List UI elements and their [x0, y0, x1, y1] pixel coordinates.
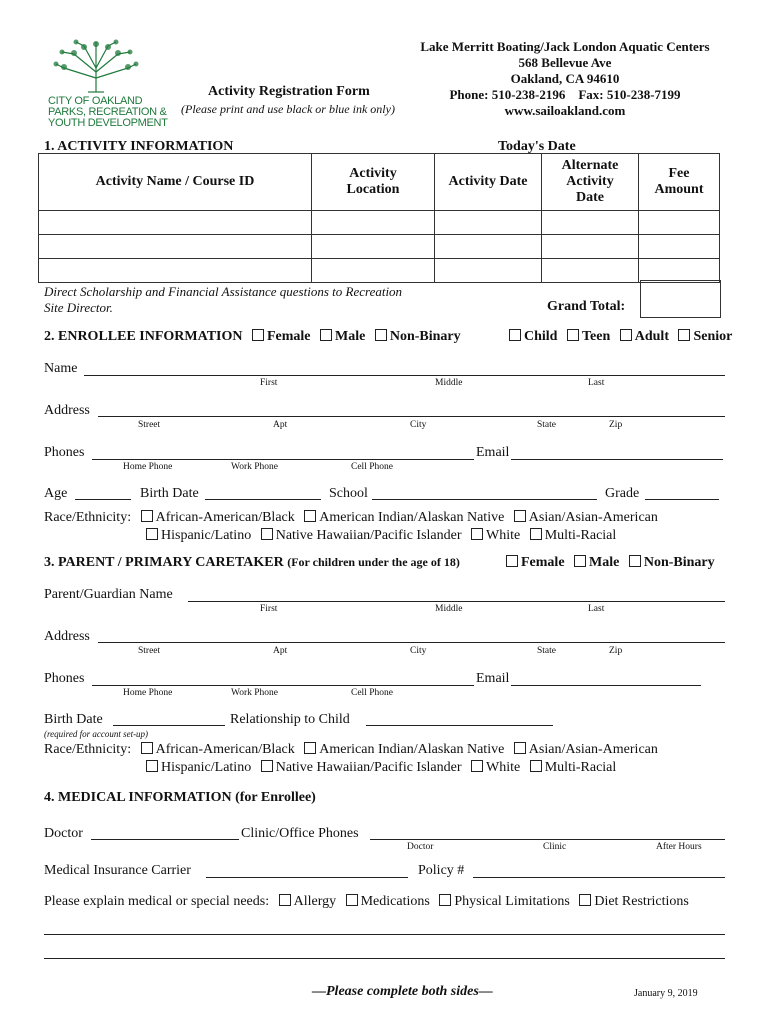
last-sublabel: Last	[588, 378, 605, 388]
special-needs-line-2[interactable]	[44, 958, 725, 959]
senior-label: Senior	[693, 329, 733, 344]
todays-date-label: Today's Date	[498, 139, 576, 154]
enrollee-email-input[interactable]	[511, 459, 723, 460]
birth-required-note: (required for account set-up)	[44, 729, 149, 739]
table-cell[interactable]	[639, 259, 720, 283]
clinic-phones-label: Clinic/Office Phones	[241, 826, 359, 841]
zip-sublabel: Zip	[609, 646, 623, 656]
table-cell[interactable]	[312, 235, 435, 259]
middle-sublabel: Middle	[435, 378, 463, 388]
form-subtitle: (Please print and use black or blue ink only)	[181, 102, 395, 116]
female-label: Female	[521, 555, 565, 570]
table-cell[interactable]	[312, 259, 435, 283]
diet-restrictions-label: Diet Restrictions	[594, 894, 689, 909]
phones-label: Phones	[44, 445, 85, 460]
city-sublabel: City	[410, 420, 427, 430]
age-input[interactable]	[75, 499, 131, 500]
adult-checkbox[interactable]	[620, 329, 632, 341]
first-sublabel: First	[260, 604, 278, 614]
clinic-phones-input[interactable]	[370, 839, 725, 840]
section2-heading: 2. ENROLLEE INFORMATION	[44, 329, 243, 344]
policy-label: Policy #	[418, 863, 465, 878]
teen-label: Teen	[581, 329, 611, 344]
race-checkbox[interactable]	[514, 742, 526, 754]
age-label: Age	[44, 486, 68, 501]
enrollee-phones-input[interactable]	[92, 459, 474, 460]
home-phone-sublabel: Home Phone	[123, 688, 173, 698]
race-option: Asian/Asian-American	[528, 510, 658, 525]
special-needs-label: Please explain medical or special needs:	[44, 894, 270, 909]
physical-limitations-label: Physical Limitations	[454, 894, 570, 909]
race-option: American Indian/Alaskan Native	[319, 742, 505, 757]
street-sublabel: Street	[138, 420, 161, 430]
state-sublabel: State	[537, 420, 556, 430]
table-row	[39, 211, 720, 235]
caretaker-gender-row	[500, 555, 715, 571]
race-option: Hispanic/Latino	[161, 528, 252, 543]
race-checkbox[interactable]	[530, 528, 542, 540]
race-option: Native Hawaiian/Pacific Islander	[275, 760, 462, 775]
guardian-name-input[interactable]	[188, 601, 725, 602]
race-label: Race/Ethnicity:	[44, 510, 132, 525]
logo-city-text: CITY OF OAKLAND	[48, 95, 143, 107]
race-checkbox[interactable]	[471, 760, 483, 772]
org-phones: Phone: 510-238-2196 Fax: 510-238-7199	[449, 87, 681, 102]
race-row-1	[44, 742, 658, 758]
section1-heading: 1. ACTIVITY INFORMATION	[44, 139, 234, 154]
table-cell[interactable]	[435, 211, 542, 235]
senior-checkbox[interactable]	[678, 329, 690, 341]
table-cell[interactable]	[639, 235, 720, 259]
last-sublabel: Last	[588, 604, 605, 614]
relationship-label: Relationship to Child	[230, 712, 350, 727]
male-label: Male	[589, 555, 620, 570]
section3-heading: 3. PARENT / PRIMARY CARETAKER	[44, 555, 284, 570]
apt-sublabel: Apt	[273, 420, 288, 430]
race-checkbox[interactable]	[261, 528, 273, 540]
race-option: American Indian/Alaskan Native	[319, 510, 505, 525]
table-cell[interactable]	[542, 259, 639, 283]
nonbinary-checkbox[interactable]	[629, 555, 641, 567]
race-row-2	[140, 760, 616, 776]
form-title: Activity Registration Form	[208, 84, 370, 99]
race-checkbox[interactable]	[304, 742, 316, 754]
race-checkbox[interactable]	[261, 760, 273, 772]
table-cell[interactable]	[542, 211, 639, 235]
section4-heading: 4. MEDICAL INFORMATION (for Enrollee)	[44, 790, 316, 805]
section2-heading-row	[44, 329, 461, 345]
table-cell[interactable]	[39, 235, 312, 259]
table-row	[39, 259, 720, 283]
section3-heading-note: (For children under the age of 18)	[287, 555, 460, 569]
doctor-input[interactable]	[91, 839, 239, 840]
race-option: White	[486, 528, 521, 543]
table-header-row	[39, 154, 720, 211]
race-checkbox[interactable]	[514, 510, 526, 522]
grand-total-label: Grand Total:	[547, 299, 626, 314]
oak-tree-icon	[44, 38, 148, 94]
insurance-label: Medical Insurance Carrier	[44, 863, 191, 878]
race-option: White	[486, 760, 521, 775]
table-cell[interactable]	[542, 235, 639, 259]
grand-total-field[interactable]	[640, 280, 721, 318]
table-row	[39, 235, 720, 259]
name-label: Name	[44, 361, 78, 376]
logo-dept-text-2: YOUTH DEVELOPMENT	[48, 117, 168, 129]
activity-table	[38, 153, 720, 283]
cell-phone-sublabel: Cell Phone	[351, 688, 393, 698]
org-street: 568 Bellevue Ave	[518, 55, 612, 70]
enrollee-name-input[interactable]	[84, 375, 725, 376]
address-label: Address	[44, 403, 90, 418]
cell-phone-sublabel: Cell Phone	[351, 462, 393, 472]
race-option: African-American/Black	[155, 742, 295, 757]
race-option: Hispanic/Latino	[161, 760, 252, 775]
org-website: www.sailoakland.com	[504, 103, 626, 118]
grade-input[interactable]	[645, 499, 719, 500]
section3-heading-row	[44, 555, 460, 571]
race-row-2	[140, 528, 616, 544]
table-cell[interactable]	[39, 211, 312, 235]
medications-label: Medications	[360, 894, 430, 909]
apt-sublabel: Apt	[273, 646, 288, 656]
col-alternate-date: Alternate Activity Date	[542, 154, 639, 211]
guardian-name-label: Parent/Guardian Name	[44, 587, 173, 602]
state-sublabel: State	[537, 646, 556, 656]
policy-input[interactable]	[473, 877, 725, 878]
male-label: Male	[335, 329, 366, 344]
table-cell[interactable]	[435, 235, 542, 259]
race-label: Race/Ethnicity:	[44, 742, 132, 757]
birth-date-input[interactable]	[205, 499, 321, 500]
female-checkbox[interactable]	[252, 329, 264, 341]
special-needs-row	[44, 894, 689, 910]
email-label: Email	[476, 445, 510, 460]
first-sublabel: First	[260, 378, 278, 388]
phones-label: Phones	[44, 671, 85, 686]
race-option: Asian/Asian-American	[528, 742, 658, 757]
nonbinary-checkbox[interactable]	[375, 329, 387, 341]
school-input[interactable]	[372, 499, 597, 500]
scholarship-note: Direct Scholarship and Financial Assistance questions to Recreation Site Director.	[44, 284, 403, 315]
race-option: African-American/Black	[155, 510, 295, 525]
grade-label: Grade	[605, 486, 640, 501]
clinic-sublabel: Clinic	[543, 842, 567, 852]
race-checkbox[interactable]	[471, 528, 483, 540]
male-checkbox[interactable]	[320, 329, 332, 341]
teen-checkbox[interactable]	[567, 329, 579, 341]
age-group-row	[503, 329, 732, 345]
nonbinary-label: Non-Binary	[643, 555, 715, 570]
physical-limitations-checkbox[interactable]	[439, 894, 451, 906]
guardian-birth-label: Birth Date	[44, 712, 103, 727]
street-sublabel: Street	[138, 646, 161, 656]
org-name: Lake Merritt Boating/Jack London Aquatic Centers	[420, 39, 710, 54]
org-city: Oakland, CA 94610	[510, 71, 620, 86]
insurance-input[interactable]	[206, 877, 408, 878]
table-cell[interactable]	[639, 211, 720, 235]
city-sublabel: City	[410, 646, 427, 656]
adult-label: Adult	[634, 329, 669, 344]
race-option: Multi-Racial	[544, 760, 617, 775]
doctor-sublabel: Doctor	[407, 842, 434, 852]
guardian-email-input[interactable]	[511, 685, 701, 686]
birth-date-label: Birth Date	[140, 486, 199, 501]
female-checkbox[interactable]	[506, 555, 518, 567]
allergy-label: Allergy	[293, 894, 337, 909]
footer-date: January 9, 2019	[634, 988, 698, 999]
after-hours-sublabel: After Hours	[656, 842, 702, 852]
race-checkbox[interactable]	[141, 742, 153, 754]
org-address-block	[400, 39, 730, 119]
guardian-phones-input[interactable]	[92, 685, 474, 686]
work-phone-sublabel: Work Phone	[231, 462, 278, 472]
race-checkbox[interactable]	[146, 528, 158, 540]
city-logo	[44, 38, 168, 130]
nonbinary-label: Non-Binary	[389, 329, 461, 344]
home-phone-sublabel: Home Phone	[123, 462, 173, 472]
race-checkbox[interactable]	[304, 510, 316, 522]
child-label: Child	[524, 329, 558, 344]
race-checkbox[interactable]	[530, 760, 542, 772]
logo-dept-text: PARKS, RECREATION &	[48, 106, 167, 118]
footer-note: —Please complete both sides—	[312, 984, 493, 999]
male-checkbox[interactable]	[574, 555, 586, 567]
table-cell[interactable]	[312, 211, 435, 235]
medications-checkbox[interactable]	[346, 894, 358, 906]
child-checkbox[interactable]	[509, 329, 521, 341]
doctor-label: Doctor	[44, 826, 83, 841]
race-option: Native Hawaiian/Pacific Islander	[275, 528, 462, 543]
race-option: Multi-Racial	[544, 528, 617, 543]
table-cell[interactable]	[39, 259, 312, 283]
school-label: School	[329, 486, 368, 501]
work-phone-sublabel: Work Phone	[231, 688, 278, 698]
diet-restrictions-checkbox[interactable]	[579, 894, 591, 906]
zip-sublabel: Zip	[609, 420, 623, 430]
email-label: Email	[476, 671, 510, 686]
race-checkbox[interactable]	[141, 510, 153, 522]
col-activity-location: Activity Location	[312, 154, 435, 211]
col-activity-date: Activity Date	[435, 154, 542, 211]
race-row-1	[44, 510, 658, 526]
guardian-address-input[interactable]	[98, 642, 725, 643]
female-label: Female	[266, 329, 311, 344]
race-checkbox[interactable]	[146, 760, 158, 772]
col-fee-amount: Fee Amount	[639, 154, 720, 211]
table-cell[interactable]	[435, 259, 542, 283]
allergy-checkbox[interactable]	[279, 894, 291, 906]
enrollee-address-input[interactable]	[98, 416, 725, 417]
guardian-birth-input[interactable]	[113, 725, 225, 726]
middle-sublabel: Middle	[435, 604, 463, 614]
relationship-input[interactable]	[366, 725, 553, 726]
col-activity-name: Activity Name / Course ID	[39, 154, 312, 211]
special-needs-line-1[interactable]	[44, 934, 725, 935]
address-label: Address	[44, 629, 90, 644]
